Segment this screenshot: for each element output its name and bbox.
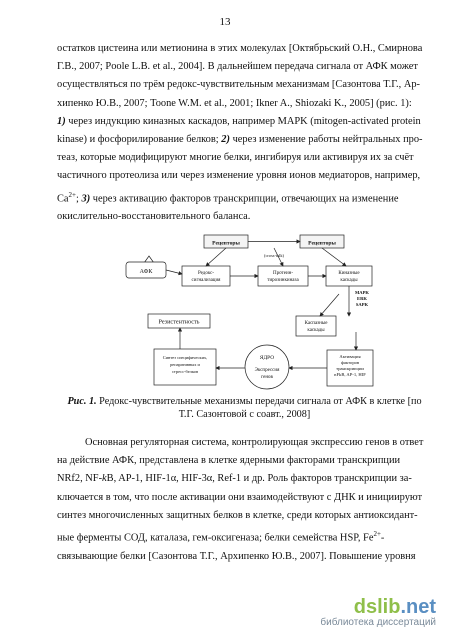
synthesis-label: репаративных и — [170, 362, 200, 367]
redox-label: Редокс- — [197, 271, 215, 276]
activation-label: Активация — [339, 354, 361, 359]
cross-talk-label: (cross-talk) — [264, 253, 284, 258]
text-line: связывающие белки [Сазонтова Т.Г., Архипенко Ю.В., 2007]. Повышение уровня — [57, 550, 416, 562]
superscript: 2+ — [68, 190, 76, 199]
list-marker: 2) — [221, 134, 230, 146]
page-number: 13 — [219, 16, 231, 28]
text-line: частичного протеолиза или через изменение уровня ионов медиаторов, например, — [57, 170, 421, 182]
text-line — [57, 186, 432, 209]
receptors-label: Рецепторы — [308, 240, 336, 247]
erk-label: ERK — [357, 296, 367, 301]
text-line: осуществляться по трём редокс-чувствительным механизмам [Сазонтова Т.Г., Ар- — [57, 79, 420, 91]
text-span: NRf2, NF- — [57, 473, 103, 485]
caption-line — [57, 395, 432, 408]
watermark-tld: .net — [400, 596, 436, 618]
ptk-box — [258, 266, 308, 286]
figure-caption — [57, 395, 432, 421]
caspase-box — [296, 316, 336, 336]
list-marker: 1) — [57, 115, 66, 127]
activation-label: nFkB, AP-1, HIF — [334, 372, 366, 377]
expression-label: Экспрессия — [254, 368, 280, 373]
ptk-label: тирозинкиназа — [267, 278, 299, 283]
signaling-diagram — [124, 232, 374, 392]
text-span: ные ферменты СОД, каталаза, гем-оксигеназа; белки семейства HSP, Fe — [57, 532, 374, 544]
text-line: синтез многочисленных защитных белков в клетке, среди которых антиоксидант- — [57, 509, 418, 521]
text-line: на действие АФК, представлена в клетке ядерными факторами транскрипции — [57, 455, 401, 467]
text-span: через изменение работы нейтральных про- — [232, 134, 423, 146]
watermark-site: dslib — [353, 596, 401, 618]
nucleus-label: ЯДРО — [259, 355, 275, 361]
watermark-logo — [320, 597, 436, 617]
caspase-label: Каспазные — [304, 321, 328, 326]
caption-line: Т.Г. Сазонтовой с соавт., 2008] — [178, 409, 311, 420]
text-span: B, AP-1, HIF-1α, HIF-3α, Ref-1 и др. Роль факторов транскрипции за- — [106, 473, 412, 485]
redox-box — [182, 266, 230, 286]
text-span: - — [380, 532, 385, 544]
mapk-label: MAPK — [354, 290, 370, 295]
text-line: остатков цистеина или метионина в этих молекулах [Октябрьский О.Н., Смирнова — [57, 43, 423, 54]
sapk-label: SAPK — [355, 302, 369, 307]
text-line: Г.В., 2007; Poole L.B. et al., 2004]. В дальнейшем передача сигнала от АФК может — [57, 61, 418, 73]
ptk-label: Протеин- — [273, 271, 293, 276]
kinase-cascades-label: каскады — [340, 278, 358, 283]
text-span: Ca — [57, 193, 69, 205]
text-span: через активацию факторов транскрипции, отвечающих на изменение — [92, 193, 399, 205]
list-marker: 3) — [81, 193, 91, 205]
resistance-label: Резистентность — [158, 318, 200, 326]
arrow — [206, 248, 226, 266]
caption-label: Рис. 1. — [67, 396, 97, 407]
text-line: Основная регуляторная система, контролирующая экспрессию генов в ответ — [85, 437, 424, 448]
paragraph-main — [57, 434, 432, 566]
text-line: ключается в том, что после активации они взаимодействуют с ДНК и инициируют — [57, 491, 423, 503]
paragraph-intro — [57, 40, 432, 227]
text-span: k — [102, 473, 107, 485]
caspase-label: каскады — [307, 328, 325, 333]
kinase-cascades-box — [326, 266, 372, 286]
text-span: ; — [76, 193, 79, 205]
arrow — [322, 248, 346, 266]
redox-label: сигнализация — [191, 278, 221, 283]
activation-label: транскрипции — [336, 366, 364, 371]
text-line: хипенко Ю.В., 2007; Toone W.M. et al., 2001; Ikner A., Shiozaki K., 2005] (рис. 1): — [57, 97, 412, 109]
kinase-cascades-label: Киназные — [338, 271, 360, 276]
watermark — [320, 597, 436, 628]
expression-label: генов — [261, 375, 273, 380]
text-line — [57, 131, 432, 149]
afk-label: АФК — [139, 269, 153, 275]
caption-text: Редокс-чувствительные механизмы передачи сигнала от АФК в клетке [по — [96, 396, 422, 407]
activation-label: факторов — [340, 360, 360, 365]
synthesis-label: стресс-белков — [171, 369, 199, 374]
synthesis-label: Синтез специфических, — [162, 355, 208, 360]
text-line — [57, 113, 432, 131]
text-line — [57, 470, 432, 488]
watermark-subtitle: библиотека диссертаций — [320, 617, 436, 628]
text-span: kinase) и фосфорилирование белков; — [57, 134, 219, 146]
text-span: через индукцию киназных каскадов, например MAPK (mitogen-activated protein — [68, 115, 421, 127]
arrow — [320, 294, 339, 316]
text-line: окислительно-восстановительного баланса. — [57, 211, 251, 223]
superscript: 2+ — [373, 530, 381, 539]
arrow — [166, 270, 182, 274]
text-line — [57, 525, 432, 548]
receptors-label: Рецепторы — [212, 240, 240, 247]
text-line: теаз, которые модифицируют многие белки, ингибируя или активируя их за счёт — [57, 152, 414, 164]
nucleus-circle — [245, 345, 289, 389]
